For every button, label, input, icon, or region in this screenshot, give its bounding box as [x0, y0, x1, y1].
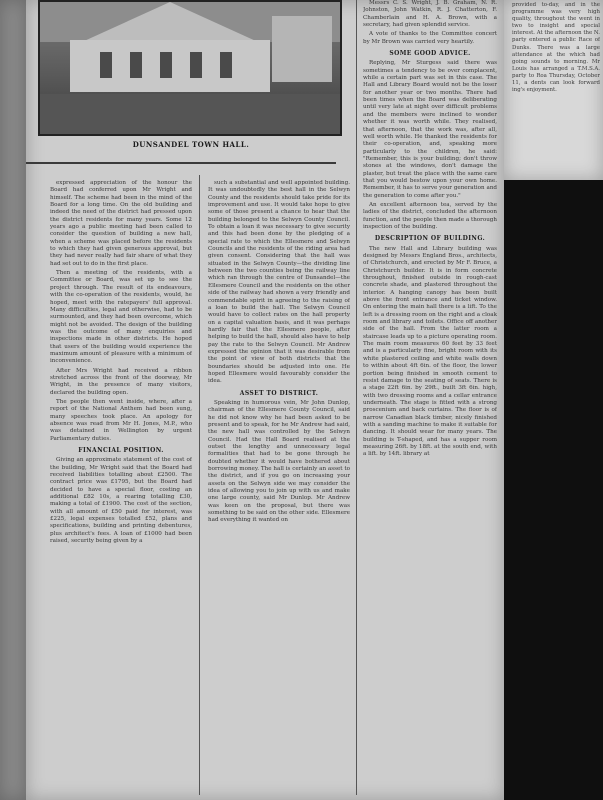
newspaper-clipping: [26, 0, 504, 800]
paragraph: Messrs C. S. Wright, J. B. Graham, N. R. Johnston, John Watkin, R. J. Chatterton, F. Chamberlain and H. A. Brown, with a secretary, had given splendid service.: [363, 0, 497, 29]
left-margin-strip: [0, 0, 26, 800]
dark-backing: [504, 180, 603, 800]
photo-caption: DUNSANDEL TOWN HALL.: [132, 140, 250, 149]
paragraph: The new Hall and Library building was designed by Messrs England Bros., architects, of Christchurch, and erected by Mr F. Bruce, a Christchurch builder. It is in form concrete throughout, finished outside in rough-cast concrete shade, and plastered throughout the interior. A hanging canopy has been built above the front entrance and ticket window. On entering the main hall there is a lift. To the left is a dressing room on the right and a cloak room and library and toilets. Office off another side of the hall. From the latter room a staircase leads up to a picture operating room. The main room measures 60 feet by 33 feet and is a particularly fine, bright room with its white plastered ceiling and white walls down to within about 4ft 6in. of the floor, the lower portion being finished in smooth cement to resist damage to the seating of seats. There is a stage 22ft 6in. by 29ft., built 3ft 6in. high, with two dressing rooms and a cellar entrance underneath. The stage is fitted with a strong proscenium and back curtains. The floor is of narrow Canadian black timber, nicely finished with a sanding machine to make it suitable for dancing. It should wear for many years. The building is T-shaped, and has a supper room measuring 26ft. by 18ft. at the south end, with a lift. by 14ft. library at: [363, 245, 497, 458]
paragraph: A vote of thanks to the Committee concert by Mr Brown was carried very heartily.: [363, 31, 497, 45]
section-heading: ASSET TO DISTRICT.: [239, 389, 319, 397]
paragraph: Giving an approximate statement of the cost of the building, Mr Wright said that the Board had received liabilities totalling about £2500. The contract price was £1795, but the Board had decided to have a special floor, costing an additional £82 10s, a rearing totalling £30, making a total of £1900. The cost of the section, with all amount of £50 paid for interest, was £225, legal expenses totalled £52, plans and specifications, building and printing debentures, plus architect's fees. A loan of £1000 had been raised, security being given by a: [50, 457, 192, 545]
caption-rule: [26, 162, 336, 164]
section-heading: DESCRIPTION OF BUILDING.: [374, 235, 486, 243]
paragraph: After Mrs Wright had received a ribbon stretched across the front of the doorway, Mr Wright, in the presence of many visitors, declared the building open.: [50, 367, 192, 396]
paragraph: Then a meeting of the residents, with a Committee or Board, was set up to see the project through. The result of its endeavours, with the co-operation of the residents, would, he hoped, meet with the ratepayers' full approval. Many difficulties, legal and otherwise, had to be surmounted, and they had been overcome, which might not be avoided. The design of the building was the outcome of many enquiries and inspections made in other districts. He hoped that users of the building would experience the maximum amount of pleasure with a minimum of inconvenience.: [50, 270, 192, 365]
column-divider: [199, 175, 200, 795]
adjacent-clipping: [504, 0, 603, 180]
section-heading: FINANCIAL POSITION.: [78, 447, 164, 455]
town-hall-photo: [38, 0, 342, 136]
paragraph: An excellent afternoon tea, served by the ladies of the district, concluded the afternoon function, and the people then made a thorough inspection of the building.: [363, 201, 497, 230]
article-column-1: [50, 180, 192, 798]
paragraph: The people then went inside, where, after a report of the National Anthem had been sung, many speeches took place. An apology for absence was read from Mr H. Jones, M.P., who was detained in Wellington by urgent Parliamentary duties.: [50, 398, 192, 442]
article-column-3: [363, 0, 497, 798]
section-heading: SOME GOOD ADVICE.: [389, 50, 471, 58]
clipping-text: provided to-day, and in the programme was very high quality, throughout the went in two to insight and special interest. At the afternoon the N. party entered a public Race of Dunks. There was a large attendance at the which had going sounds to morning. Mr Louis has arranged a T.M.S.A. party to Roa Thursday, October 11, a dents can look forward ing's enjoyment.: [512, 2, 600, 94]
paragraph: such a substantial and well appointed building. It was undoubtedly the best hall in the Selwyn County and the residents should take pride for its improvement and use. It would take hope to give some of those present a chance to hear that the building belonged to the Selwyn County Council. To obtain a loan it was necessary to give security and this had been done by the pledging of a special rate to which the Ellesmere and Selwyn Councils and the residents of the riding area had given consent. Considering that the hall was situated in the Selwyn County—the dividing line between the two counties being the railway line which ran through the centre of Dunsandel—the Ellesmere Council and the residents on the other side of the railway had shown a very friendly and commendable spirit in agreeing to the raising of a loan to build the hall. The Selwyn Council would have to collect rates on the hall property on a capital valuation basis, and it was perhaps hardly fair that the Ellesmere people, after helping to build the hall, should also have to help pay the rate to the Selwyn Council. Mr Andrew expressed the opinion that it was desirable from the point of view of both districts that the boundaries should be adjusted into one. He hoped Ellesmere would favourably consider the idea.: [208, 180, 350, 385]
column-divider: [356, 0, 357, 795]
paragraph: expressed appreciation of the honour the Board had conferred upon Mr Wright and himself. The scheme had been in the mind of the Board for a long time. On the old building and indeed the need of the district had pressed upon the district residents for many years. Some 12 years ago a public meeting had been called to consider the question of building a new hall, when a scheme was placed before the residents to which they had given generous approval, but they had never really had fair share of what they had set out to do in the first place.: [50, 180, 192, 267]
article-column-2: [208, 180, 350, 798]
paragraph: Speaking in humorous vein, Mr John Dunlop, chairman of the Ellesmere County Council, said he did not know why he had been asked to be present and to speak, for he Mr Andrew had said, the new hall was controlled by the Selwyn Council. Had the Hall Board realised at the outset the lengthy and unnecessary legal formalities that had to be gone through he doubted whether it would have bothered about borrowing money. The hall is certainly an asset to the district, and if you go on increasing your assets on the Selwyn side we may consider the idea of allowing you to join up with us and make one large county, said Mr Dunlop. Mr Andrew was keen on the proposal, but there was something to be said on the other side. Ellesmere had everything it wanted on: [208, 399, 350, 524]
paragraph: Replying, Mr Sturgess said there was sometimes a tendency to be over complacent, while a certain part was set in this case. The Hall and Library Board would not be the loser for another year or two months. There had been times when the Board was deliberating until very late at night over difficult problems and the members were inclined to wonder whether it was worth while. They realised, that afternoon, that the work was, after all, well worth while. He thanked the residents for their co-operation, and, speaking more particularly to the children, he said: "Remember, this is your building; don't throw stones at the windows, don't damage the plaster, but treat the place with the same care that you would bestow upon your own home. Remember, it has to serve your generation and the generation to come after you.": [363, 60, 497, 199]
